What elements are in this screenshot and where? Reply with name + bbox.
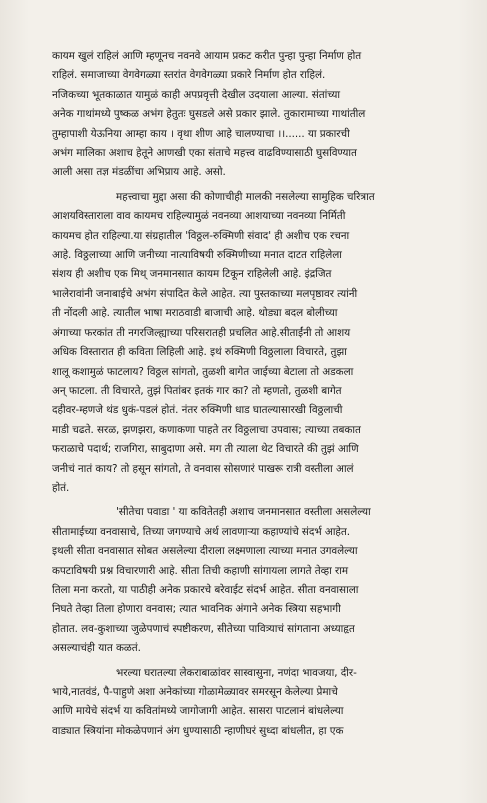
text-line: ती नोंदली आहे. त्यातील भाषा मराठवाडी बाजाची आहे. थोड्या बदल बोलीच्या: [52, 307, 338, 320]
text-line: आणि मायेचे संदर्भ या कवितांमध्ये जागोजागी आहेत. सासरा पाटलानं बांधलेल्या: [52, 705, 344, 718]
text-line: 'सीतेचा पवाडा ' या कवितेतही अशाच जनमानसात वस्तीला असलेल्या: [116, 506, 371, 519]
text-line: तुम्हापाशी येऊनिया आम्हा काय । वृथा शीण आहे चालण्याचा ।।...... या प्रकारची: [52, 127, 350, 140]
paragraph: [52, 503, 451, 658]
text-line: कायम खुलं राहिलं आणि म्हणूनच नवनवे आयाम प्रकट करीत पुन्हा पुन्हा निर्माण होत: [52, 50, 362, 62]
paragraph: [52, 47, 451, 183]
text-line: नजिकच्या भूतकाळात यामुळं काही अपप्रवृत्ती देखील उदयाला आल्या. संतांच्या: [52, 88, 341, 101]
text-line: अधिक विस्तारात ही कविता लिहिली आहे. इथं रुक्मिणी विठ्ठलाला विचारते, तुझा: [52, 346, 347, 359]
paragraph: [52, 188, 451, 499]
text-line: भरल्या घरातल्या लेकराबाळांवर सास्वासुना, नणंदा भावजया, दीर-: [116, 666, 357, 679]
text-line: फराळाचे पदार्थ; राजगिरा, साबुदाणा असे. मग ती त्याला थेट विचारते की तुझं आणि: [52, 443, 359, 456]
text-line: कायमच होत राहिल्या.या संग्रहातील 'विठ्ठल-रुक्मिणी संवाद' ही अशीच एक रचना: [52, 229, 350, 242]
text-line: आशयविस्ताराला वाव कायमच राहिल्यामुळं नवनव्या आशयाच्या नवनव्या निर्मिती: [52, 210, 346, 223]
text-line: इथली सीता वनवासात सोबत असलेल्या दीराला लक्ष्मणाला त्याच्या मनात उगवलेल्या: [52, 545, 358, 558]
text-line: अन् फाटला. ती विचारते, तुझं पितांबर इतकं गार का? तो म्हणतो, तुळशी बागेत: [52, 384, 342, 397]
paragraph: [52, 664, 451, 742]
text-line: कपटाविषयी प्रश्न विचारणारी आहे. सीता तिची कहाणी सांगायला लागते तेव्हा राम: [52, 564, 349, 577]
text-line: अनेक गाथांमध्ये पुष्कळ अभंग हेतुतः घुसडले असे प्रकार झाले. तुकारामाच्या गाथांतील: [52, 108, 366, 121]
text-line: महत्त्वाचा मुद्दा असा की कोणाचीही मालकी नसलेल्या सामुहिक चरित्रात: [116, 190, 375, 203]
text-line: राहिलं. समाजाच्या वेगवेगळ्या स्तरांत वेगवेगळ्या प्रकारे निर्माण होत राहिलं.: [52, 69, 326, 82]
text-line: भाये,नातवंडं, पै-पाहुणे अशा अनेकांच्या गोळामेळ्यावर समरसून केलेल्या प्रेमाचे: [52, 686, 338, 698]
text-line: संशय ही अशीच एक मिथ् जनमानसात कायम टिकून राहिलेली आहे. इंद्रजित: [52, 268, 332, 281]
text-line: सीतामाईच्या वनवासाचे, तिच्या जगण्याचे अर्थ लावणाऱ्या कहाण्यांचे संदर्भ आहेत.: [52, 525, 350, 538]
text-line: असल्याचंही यात कळतं.: [52, 642, 141, 655]
text-line: वाड्यात स्त्रियांना मोकळेपणानं अंग धुण्यासाठी न्हाणीघरं सुध्दा बांधलीत, हा एक: [52, 724, 344, 737]
page-body-text: [52, 47, 451, 741]
text-line: अंगाच्या फरकांत ती नगरजिल्ह्याच्या परिसरातही प्रचलित आहे.सीताईंनी तो आशय: [52, 326, 351, 339]
text-line: शालू कशामुळं फाटलाय? विठ्ठल सांगतो, तुळशी बागेत जाईच्या बेटाला तो अडकला: [52, 365, 354, 378]
text-line: होतात. लव-कुशाच्या जुळेपणाचं स्पष्टीकरण, सीतेच्या पावित्र्याचं सांगताना अध्याहृत: [52, 622, 355, 635]
text-line: आली असा तज्ञ मंडळींचा अभिप्राय आहे. असो.: [52, 166, 226, 179]
text-line: भालेरावांनी जनाबाईचे अभंग संपादित केले आहेत. त्या पुस्तकाच्या मलपृष्ठावर त्यांनी: [52, 287, 358, 300]
text-line: निघते तेव्हा तिला होणारा वनवास; त्यात भावनिक अंगाने अनेक स्त्रिया सहभागी: [52, 603, 341, 616]
text-line: जनीचं नातं काय? तो हसून सांगतो, ते वनवास सोसणारं पाखरू रात्री वस्तीला आलं: [52, 462, 354, 475]
text-line: होतं.: [52, 481, 70, 494]
text-line: दहीवर-म्हणजे थंड धुकं-पडलं होतं. नंतर रुक्मिणी धाड घातल्यासारखी विठ्ठलाची: [52, 404, 343, 417]
text-line: आहे. विठ्ठलाच्या आणि जनीच्या नात्याविषयी रुक्मिणीच्या मनात दाटत राहिलेला: [52, 249, 342, 262]
text-line: माडी चढते. सरळ, झणझरा, कणाकणा पाहते तर विठ्ठलाचा उपवास; त्याच्या तबकात: [52, 423, 361, 436]
text-line: तिला मना करतो, या पाठीही अनेक प्रकारचे बरेवाईट संदर्भ आहेत. सीता वनवासाला: [52, 583, 359, 596]
text-line: अभंग मालिका अशाच हेतूने आणखी एका संताचे महत्त्व वाढविण्यासाठी घुसविण्यात: [52, 147, 357, 160]
